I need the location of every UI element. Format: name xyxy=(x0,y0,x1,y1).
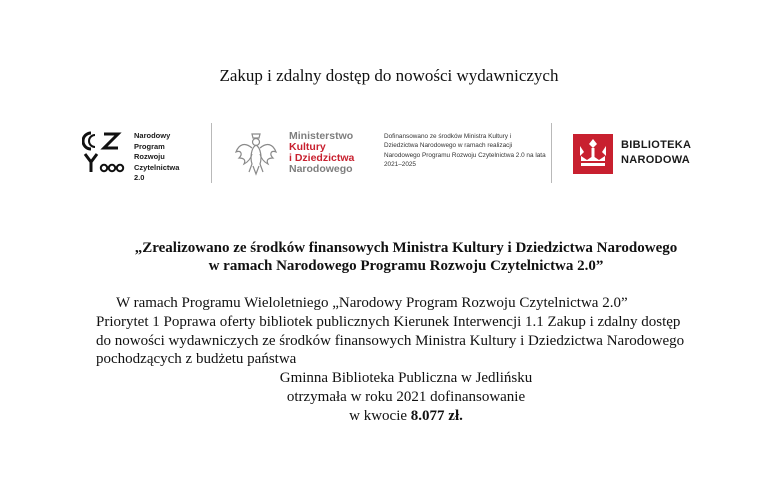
logo-divider xyxy=(211,123,212,183)
quote-line-1: „Zrealizowano ze środków finansowych Ministra Kultury i Dziedzictwa Narodowego xyxy=(134,240,678,256)
statement-line-3: do nowości wydawniczych ze środków finansowych Ministra Kultury i Dziedzictwa Narodowego xyxy=(96,332,685,349)
quote-line-2: w ramach Narodowego Programu Rozwoju Czytelnictwa 2.0” xyxy=(208,258,604,274)
nprc-logo-text: Narodowy Program Rozwoju Czytelnictwa 2.0 xyxy=(134,131,180,182)
nprc-logo-icon xyxy=(82,130,126,176)
statement-line-5: Gminna Biblioteka Publiczna w Jedlińsku xyxy=(279,370,533,387)
statement-line-7 xyxy=(96,407,716,426)
statement-line-1: W ramach Programu Wieloletniego „Narodowy Program Rozwoju Czytelnictwa 2.0” xyxy=(116,295,628,311)
statement-line-2: Priorytet 1 Poprawa oferty bibliotek publicznych Kierunek Interwencji 1.1 Zakup i zdalny dostęp xyxy=(96,313,681,330)
biblioteka-narodowa-crown-icon xyxy=(573,134,613,174)
funding-quote xyxy=(96,239,716,275)
library-line-2: NARODOWA xyxy=(621,154,691,166)
amount-value: 8.077 zł. xyxy=(410,407,463,424)
ministry-logo-text xyxy=(289,131,354,175)
ministry-line-2: Kultury xyxy=(289,141,326,153)
funding-statement xyxy=(96,294,716,426)
ministry-line-4: Narodowego xyxy=(289,163,353,175)
ministry-line-3: i Dziedzictwa xyxy=(289,152,355,164)
statement-line-6: otrzymała w roku 2021 dofinansowanie xyxy=(286,388,526,405)
ministry-line-1: Ministerstwo xyxy=(289,130,354,142)
library-line-1: BIBLIOTEKA xyxy=(621,139,692,151)
amount-prefix: w kwocie xyxy=(349,407,411,424)
logo-bar xyxy=(0,118,778,188)
funding-note: Dofinansowano ze środków Ministra Kultury i Dziedzictwa Narodowego w ramach realizacji Narodowego Programu Rozwoju Czytelnictwa 2.0 na lata 2021–2025 xyxy=(384,133,546,169)
statement-line-4: pochodzących z budżetu państwa xyxy=(96,351,297,368)
page-title: Zakup i zdalny dostęp do nowości wydawniczych xyxy=(219,66,559,85)
eagle-emblem-icon xyxy=(233,128,279,178)
logo-divider xyxy=(551,123,552,183)
biblioteka-narodowa-logo-text xyxy=(621,138,691,168)
